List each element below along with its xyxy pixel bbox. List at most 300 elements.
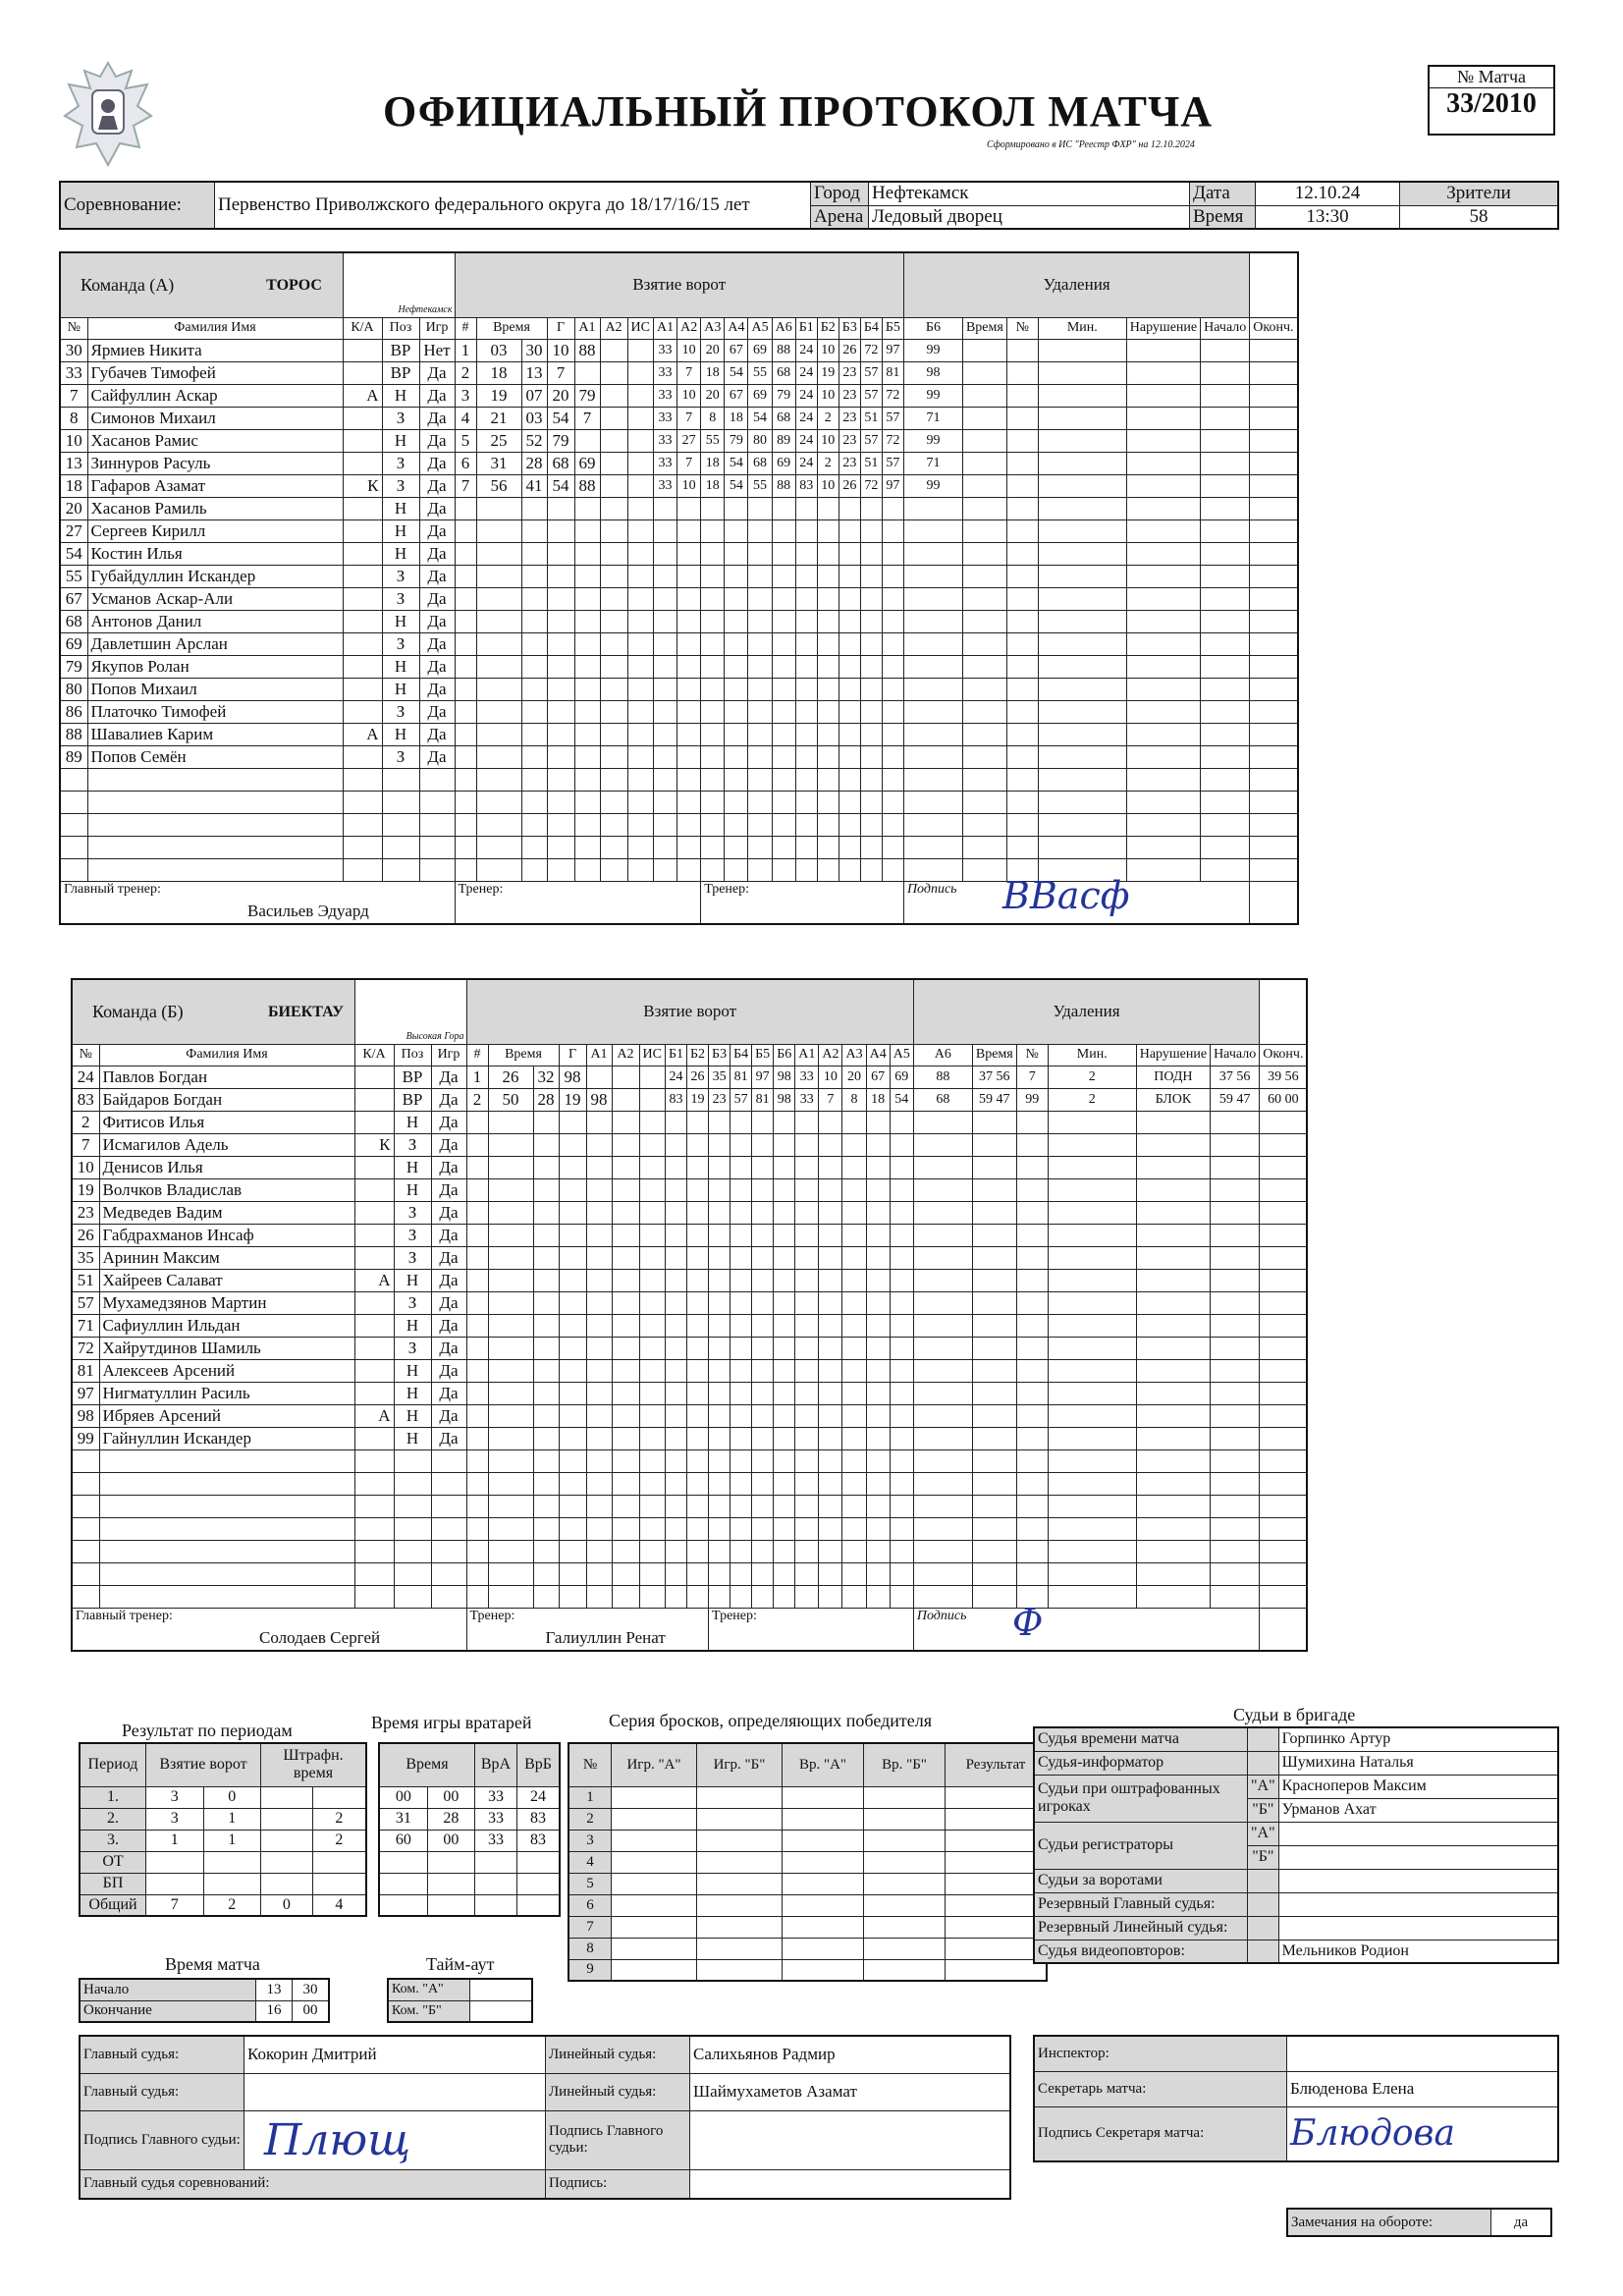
goal-player <box>612 1178 639 1201</box>
player-name: Хасанов Рамиль <box>87 497 343 519</box>
onice-player <box>842 1472 866 1495</box>
goal-player <box>600 768 627 791</box>
player-number: 98 <box>72 1404 99 1427</box>
onice-col-header: Б5 <box>882 317 903 339</box>
onice-player <box>687 1246 709 1269</box>
gk-cell: 24 <box>517 1786 561 1808</box>
onice-player <box>730 1291 752 1314</box>
penalty-end: 39 56 <box>1260 1066 1308 1088</box>
onice-player <box>842 1404 866 1427</box>
onice-player <box>839 813 860 836</box>
onice-player <box>817 700 839 723</box>
coach-label: Тренер: <box>469 1608 515 1623</box>
player-name: Платочко Тимофей <box>87 700 343 723</box>
onice-player <box>842 1314 866 1337</box>
onice-player <box>890 1269 913 1291</box>
goal-time-min <box>476 678 521 700</box>
onice-player <box>913 1314 972 1337</box>
shootout-row <box>568 1851 1047 1873</box>
onice-player <box>709 1495 730 1517</box>
onice-player <box>819 1224 842 1246</box>
gk-cell <box>427 1851 474 1873</box>
onice-col-header: Б1 <box>795 317 817 339</box>
gk-cell: 83 <box>517 1808 561 1830</box>
onice-player <box>795 1291 819 1314</box>
player-ka <box>343 519 382 542</box>
onice-player <box>772 678 795 700</box>
goal-player: 88 <box>574 339 600 361</box>
official-tag: "А" <box>1248 1775 1279 1798</box>
onice-player <box>677 858 701 881</box>
goal-number <box>466 1585 488 1608</box>
table-row <box>60 655 1298 678</box>
goal-number <box>455 678 476 700</box>
gk-row <box>379 1808 560 1830</box>
period-row <box>80 1786 366 1808</box>
onice-player <box>890 1224 913 1246</box>
onice-player: 26 <box>687 1066 709 1088</box>
onice-player <box>701 542 725 565</box>
onice-player <box>795 1201 819 1224</box>
goal-time-min <box>488 1133 533 1156</box>
gk-time-title: Время игры вратарей <box>371 1713 532 1732</box>
goal-time-min <box>488 1472 533 1495</box>
goal-time-sec <box>521 655 547 678</box>
player-name: Ярмиев Никита <box>87 339 343 361</box>
onice-player <box>882 542 903 565</box>
player-name: Ибряев Арсений <box>99 1404 354 1427</box>
onice-player: 98 <box>774 1066 795 1088</box>
onice-player: 7 <box>677 452 701 474</box>
goal-player <box>574 565 600 587</box>
onice-player <box>665 1224 686 1246</box>
onice-player <box>701 745 725 768</box>
penalty-start: 59 47 <box>1211 1088 1260 1111</box>
period-cell: 2 <box>312 1808 366 1830</box>
onice-player <box>913 1269 972 1291</box>
table-row <box>60 813 1298 836</box>
shootout-number: 9 <box>568 1959 612 1981</box>
official-tag <box>1248 1916 1279 1940</box>
player-pos: Н <box>394 1314 431 1337</box>
onice-player <box>795 700 817 723</box>
goal-player <box>600 384 627 407</box>
player-gp: Да <box>419 723 455 745</box>
onice-player <box>913 1111 972 1133</box>
player-ka <box>343 542 382 565</box>
gk-cell: 28 <box>427 1808 474 1830</box>
official-name <box>1278 1845 1558 1869</box>
onice-player: 69 <box>772 452 795 474</box>
goal-number <box>466 1269 488 1291</box>
goal-player <box>639 1427 665 1449</box>
onice-player: 97 <box>752 1066 774 1088</box>
onice-player: 57 <box>860 429 882 452</box>
onice-player: 71 <box>903 452 962 474</box>
player-gp: Да <box>419 361 455 384</box>
onice-player <box>730 1540 752 1562</box>
penalty-end: 60 00 <box>1260 1088 1308 1111</box>
goal-time-min: 31 <box>476 452 521 474</box>
onice-player <box>687 1314 709 1337</box>
onice-player <box>913 1404 972 1427</box>
goal-number <box>466 1111 488 1133</box>
onice-player <box>730 1246 752 1269</box>
onice-player <box>665 1562 686 1585</box>
goal-player <box>627 407 653 429</box>
goal-col-header: # <box>455 317 476 339</box>
onice-player <box>653 791 676 813</box>
onice-player <box>730 1472 752 1495</box>
onice-player <box>890 1178 913 1201</box>
goal-player <box>639 1224 665 1246</box>
goal-player <box>600 723 627 745</box>
goal-time-sec: 03 <box>521 407 547 429</box>
goal-time-min <box>476 632 521 655</box>
period-cell <box>312 1873 366 1894</box>
head-coach-label: Главный тренер: <box>76 1608 173 1623</box>
onice-player: 72 <box>860 474 882 497</box>
onice-player <box>817 610 839 632</box>
onice-player: 23 <box>839 452 860 474</box>
onice-player <box>701 587 725 610</box>
goal-time-min <box>488 1314 533 1337</box>
goal-player: 79 <box>574 384 600 407</box>
onice-player <box>819 1585 842 1608</box>
onice-player: 24 <box>795 407 817 429</box>
onice-player <box>819 1562 842 1585</box>
onice-player <box>913 1427 972 1449</box>
goal-time-min <box>476 587 521 610</box>
onice-player <box>839 632 860 655</box>
goal-player <box>639 1111 665 1133</box>
goal-player <box>612 1156 639 1178</box>
onice-player <box>677 791 701 813</box>
onice-player: 99 <box>903 474 962 497</box>
onice-player <box>890 1359 913 1382</box>
goal-time-min: 03 <box>476 339 521 361</box>
shootout-number: 7 <box>568 1916 612 1938</box>
shootout-title: Серия бросков, определяющих победителя <box>609 1711 933 1730</box>
shootout-number: 2 <box>568 1808 612 1830</box>
gk-row <box>379 1851 560 1873</box>
goal-time-sec <box>533 1472 559 1495</box>
player-pos: З <box>382 452 419 474</box>
onice-player <box>687 1291 709 1314</box>
goal-time-sec <box>533 1540 559 1562</box>
shootout-row <box>568 1808 1047 1830</box>
onice-player <box>725 723 748 745</box>
onice-player <box>774 1472 795 1495</box>
goal-player <box>627 858 653 881</box>
onice-player: 51 <box>860 407 882 429</box>
timeout-a-label: Ком. "А" <box>388 1979 470 2000</box>
gk-cell: 00 <box>379 1786 427 1808</box>
onice-player <box>795 791 817 813</box>
penalty-col-header: № <box>1016 1044 1048 1066</box>
onice-player <box>842 1224 866 1246</box>
goal-time-min <box>488 1156 533 1178</box>
goal-player <box>574 678 600 700</box>
period-cell: 1 <box>203 1808 261 1830</box>
onice-player: 83 <box>665 1088 686 1111</box>
shootout-row <box>568 1916 1047 1938</box>
goal-player <box>612 1088 639 1111</box>
goal-number <box>455 519 476 542</box>
goal-time-sec: 32 <box>533 1066 559 1088</box>
table-row <box>72 1427 1307 1449</box>
table-row <box>60 361 1298 384</box>
player-number: 55 <box>60 565 87 587</box>
table-row <box>60 723 1298 745</box>
goal-player <box>612 1517 639 1540</box>
goal-player <box>639 1449 665 1472</box>
goal-player <box>586 1178 612 1201</box>
onice-player <box>725 519 748 542</box>
goal-player <box>574 632 600 655</box>
player-pos: Н <box>382 610 419 632</box>
goal-number: 4 <box>455 407 476 429</box>
official-row <box>1034 1940 1558 1963</box>
goal-time-sec <box>521 587 547 610</box>
onice-col-header: А4 <box>725 317 748 339</box>
goal-player <box>612 1337 639 1359</box>
onice-player <box>842 1449 866 1472</box>
penalties-header: Удаления <box>913 979 1259 1044</box>
onice-player <box>903 632 962 655</box>
onice-player <box>677 700 701 723</box>
onice-player: 20 <box>701 339 725 361</box>
onice-player <box>839 565 860 587</box>
onice-player <box>842 1291 866 1314</box>
goal-player <box>639 1517 665 1540</box>
goal-time-min <box>476 836 521 858</box>
player-pos: З <box>382 565 419 587</box>
goal-player <box>574 836 600 858</box>
goal-player <box>547 836 574 858</box>
goal-player <box>586 1133 612 1156</box>
onice-player <box>748 610 772 632</box>
onice-player <box>866 1495 890 1517</box>
player-gp: Да <box>431 1314 466 1337</box>
goal-time-sec <box>521 565 547 587</box>
player-gp: Да <box>419 745 455 768</box>
goal-player <box>559 1495 586 1517</box>
player-name: Попов Семён <box>87 745 343 768</box>
table-row <box>72 1178 1307 1201</box>
timeout-b-value[interactable] <box>470 2000 533 2022</box>
onice-player <box>817 813 839 836</box>
onice-player <box>866 1585 890 1608</box>
player-pos: ВР <box>382 339 419 361</box>
gk-row <box>379 1786 560 1808</box>
onice-player <box>866 1156 890 1178</box>
player-name: Антонов Данил <box>87 610 343 632</box>
onice-player <box>913 1472 972 1495</box>
onice-player <box>817 655 839 678</box>
goal-player <box>586 1382 612 1404</box>
period-cell: 1 <box>146 1830 204 1851</box>
onice-player <box>817 542 839 565</box>
goal-player <box>559 1472 586 1495</box>
official-row <box>1034 1892 1558 1916</box>
onice-player <box>748 700 772 723</box>
onice-player: 23 <box>839 429 860 452</box>
onice-player: 99 <box>903 384 962 407</box>
onice-player <box>795 632 817 655</box>
onice-player <box>860 632 882 655</box>
onice-player <box>653 632 676 655</box>
table-row <box>60 587 1298 610</box>
goal-player <box>627 361 653 384</box>
player-gp: Да <box>431 1337 466 1359</box>
gk-cell <box>379 1894 427 1916</box>
player-ka <box>343 700 382 723</box>
onice-player: 88 <box>772 339 795 361</box>
table-row <box>60 610 1298 632</box>
onice-player <box>701 678 725 700</box>
goal-number <box>466 1178 488 1201</box>
goal-number <box>455 587 476 610</box>
onice-player <box>687 1585 709 1608</box>
table-row <box>60 407 1298 429</box>
goal-number <box>455 700 476 723</box>
onice-player <box>725 700 748 723</box>
page-title: ОФИЦИАЛЬНЫЙ ПРОТОКОЛ МАТЧА <box>383 87 1214 136</box>
onice-player <box>882 768 903 791</box>
timeout-a-value[interactable] <box>470 1979 533 2000</box>
gk-row <box>379 1830 560 1851</box>
periods-title: Результат по периодам <box>122 1721 293 1740</box>
onice-player <box>903 610 962 632</box>
goal-player <box>627 452 653 474</box>
official-name: Мельников Родион <box>1278 1940 1558 1963</box>
onice-player <box>709 1359 730 1382</box>
onice-player <box>752 1540 774 1562</box>
onice-player <box>890 1291 913 1314</box>
goal-player <box>559 1540 586 1562</box>
player-pos: З <box>394 1201 431 1224</box>
inspector-table <box>1033 2035 1559 2162</box>
goal-number: 3 <box>455 384 476 407</box>
player-number: 81 <box>72 1359 99 1382</box>
onice-player <box>860 519 882 542</box>
onice-player: 7 <box>677 407 701 429</box>
official-row <box>1034 1869 1558 1892</box>
official-role: Судьи при оштрафованных игроках <box>1034 1775 1248 1822</box>
goal-number <box>455 565 476 587</box>
onice-player: 55 <box>748 474 772 497</box>
player-pos: Н <box>394 1359 431 1382</box>
goal-player <box>559 1314 586 1337</box>
onice-player <box>842 1178 866 1201</box>
goal-player: 54 <box>547 474 574 497</box>
official-tag <box>1248 1869 1279 1892</box>
remarks-label: Замечания на обороте: <box>1287 2209 1491 2236</box>
goal-number <box>455 610 476 632</box>
goal-time-sec <box>521 813 547 836</box>
player-ka <box>343 339 382 361</box>
goal-time-min: 56 <box>476 474 521 497</box>
onice-player <box>701 497 725 519</box>
goal-player <box>627 497 653 519</box>
onice-player: 18 <box>701 452 725 474</box>
goal-player: 68 <box>547 452 574 474</box>
goal-player <box>574 655 600 678</box>
penalty-time: 59 47 <box>972 1088 1016 1111</box>
goal-number <box>455 813 476 836</box>
onice-player <box>752 1562 774 1585</box>
goal-player <box>627 768 653 791</box>
onice-player <box>677 542 701 565</box>
table-row <box>60 384 1298 407</box>
onice-player <box>748 813 772 836</box>
table-row <box>72 1066 1307 1088</box>
onice-player <box>890 1314 913 1337</box>
onice-player <box>774 1585 795 1608</box>
onice-col-header: А4 <box>866 1044 890 1066</box>
goal-player <box>586 1449 612 1472</box>
goal-player <box>547 565 574 587</box>
time-label: Время <box>1190 205 1256 229</box>
goal-col-header: Г <box>559 1044 586 1066</box>
pos-header: Поз <box>394 1044 431 1066</box>
onice-player <box>752 1404 774 1427</box>
onice-player <box>772 791 795 813</box>
player-header: Фамилия Имя <box>87 317 343 339</box>
goal-player <box>586 1404 612 1427</box>
onice-player <box>665 1291 686 1314</box>
onice-player <box>860 745 882 768</box>
onice-player: 2 <box>817 452 839 474</box>
official-name <box>1278 1822 1558 1845</box>
goal-number <box>466 1495 488 1517</box>
goal-player: 7 <box>547 361 574 384</box>
onice-player <box>795 1562 819 1585</box>
onice-player <box>795 768 817 791</box>
goal-player: 98 <box>559 1066 586 1088</box>
onice-player <box>795 655 817 678</box>
goal-player <box>586 1066 612 1088</box>
shootout-row <box>568 1938 1047 1959</box>
goal-player <box>627 542 653 565</box>
onice-player: 10 <box>817 474 839 497</box>
goal-player: 54 <box>547 407 574 429</box>
player-name: Сайфуллин Аскар <box>87 384 343 407</box>
onice-player <box>839 858 860 881</box>
onice-player <box>882 745 903 768</box>
player-gp: Да <box>419 678 455 700</box>
onice-player <box>730 1517 752 1540</box>
player-pos: Н <box>394 1269 431 1291</box>
spectators-value: 58 <box>1400 205 1559 229</box>
goal-player <box>612 1562 639 1585</box>
goal-player <box>586 1562 612 1585</box>
onice-player <box>653 745 676 768</box>
player-name: Мухамедзянов Мартин <box>99 1291 354 1314</box>
onice-player <box>687 1224 709 1246</box>
onice-player <box>842 1337 866 1359</box>
onice-player <box>842 1517 866 1540</box>
goal-player: 19 <box>559 1088 586 1111</box>
goal-player <box>600 700 627 723</box>
onice-player <box>842 1427 866 1449</box>
timeout-table <box>387 1978 533 2023</box>
gk-cell <box>379 1851 427 1873</box>
onice-player: 89 <box>772 429 795 452</box>
onice-player: 33 <box>795 1088 819 1111</box>
shootout-number: 4 <box>568 1851 612 1873</box>
